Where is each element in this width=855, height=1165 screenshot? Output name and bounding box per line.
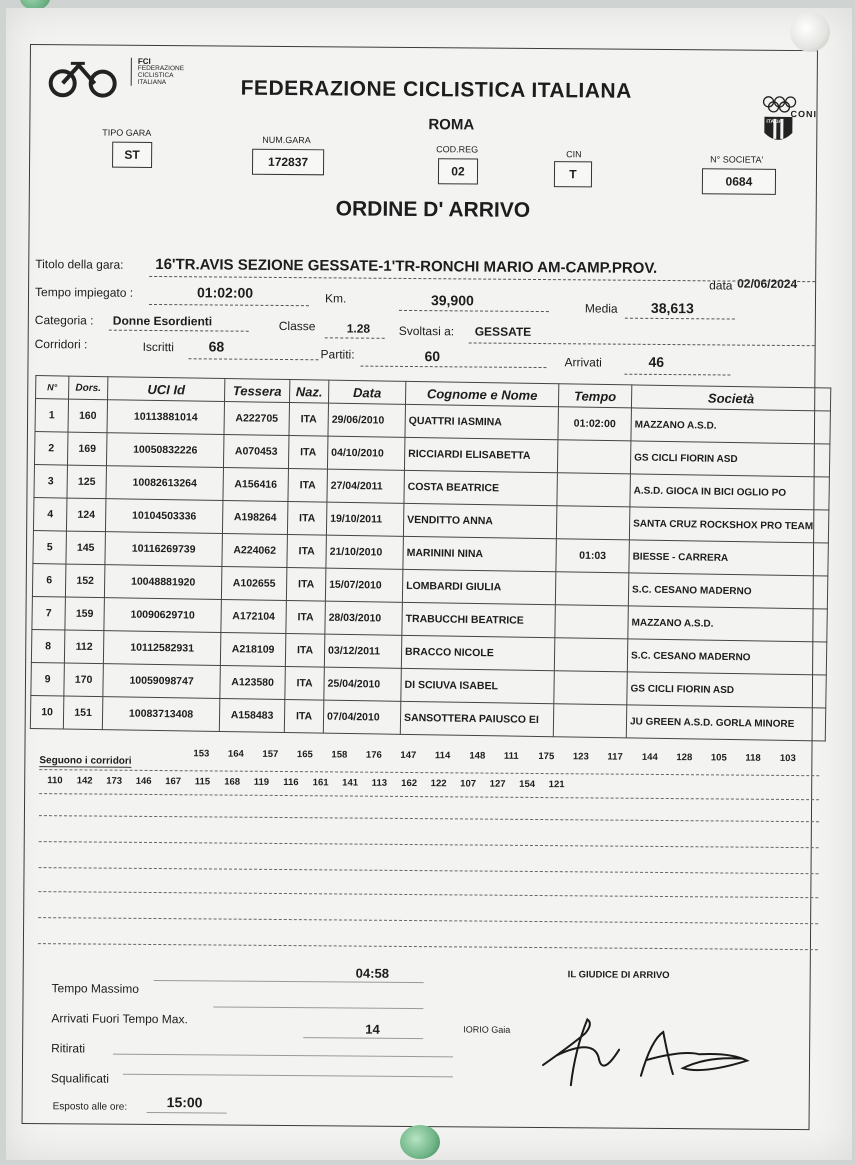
fuori-tempo-value: 14 — [365, 1021, 380, 1037]
cell-data: 21/10/2010 — [326, 535, 404, 569]
cell-tessera: A070453 — [223, 435, 289, 469]
rider-number: 105 — [710, 752, 727, 764]
rider-number: 144 — [641, 751, 658, 763]
cell-tessera: A224062 — [222, 534, 288, 568]
rider-number: 103 — [779, 752, 796, 765]
cell-tempo — [555, 572, 629, 606]
cell-nazionalita: ITA — [289, 403, 329, 437]
cell-tempo: 01:03 — [556, 539, 630, 573]
rider-number: 127 — [489, 778, 506, 790]
cell-uci-id: 10090629710 — [104, 598, 222, 633]
esposto-label: Esposto alle ore: — [52, 1101, 128, 1113]
cell-tempo — [553, 704, 627, 738]
judge-signature — [523, 989, 754, 1091]
cell-uci-id: 10104503336 — [105, 499, 223, 534]
cell-dorsale: 159 — [65, 597, 105, 631]
cell-pos: 7 — [32, 597, 66, 631]
ritirati-label: Ritirati — [51, 1041, 86, 1056]
cell-dorsale: 124 — [66, 498, 106, 532]
cod-reg-box: 02 — [438, 158, 478, 184]
cell-pos: 8 — [31, 630, 65, 664]
tempo-impiegato: 01:02:00 — [196, 284, 254, 301]
rider-number: 162 — [401, 777, 418, 790]
cell-nazionalita: ITA — [287, 502, 327, 536]
federation-title: FEDERAZIONE CICLISTICA ITALIANA — [240, 76, 632, 103]
classe-label: Classe — [278, 318, 316, 334]
coni-label: CONI — [790, 108, 818, 120]
fci-word-1: FEDERAZIONE — [137, 64, 185, 73]
cell-data: 15/07/2010 — [325, 568, 403, 602]
cell-tempo — [556, 506, 630, 540]
cell-pos: 1 — [35, 399, 69, 433]
tipo-gara-box: ST — [112, 142, 152, 168]
rider-number: 116 — [283, 777, 299, 789]
rider-number: 176 — [365, 749, 382, 761]
cell-societa: GS CICLI FIORIN ASD — [627, 672, 826, 708]
cell-societa: MAZZANO A.S.D. — [628, 606, 827, 642]
cell-nome: VENDITTO ANNA — [403, 503, 556, 538]
cell-tessera: A198264 — [222, 501, 288, 535]
cell-nazionalita: ITA — [285, 667, 325, 701]
rider-number: 154 — [519, 778, 536, 790]
cell-data: 07/04/2010 — [323, 700, 401, 734]
cell-societa: SANTA CRUZ ROCKSHOX PRO TEAM — [629, 507, 828, 543]
cell-tempo: 01:02:00 — [558, 407, 632, 441]
cell-tessera: A172104 — [221, 600, 287, 634]
rider-number: 107 — [460, 778, 477, 790]
cell-tempo — [554, 638, 628, 672]
cell-nome: MARININI NINA — [403, 536, 556, 571]
cell-pos: 10 — [30, 696, 64, 730]
col-header-dorsale: Dors. — [69, 376, 108, 400]
partiti-value: 60 — [424, 348, 441, 365]
cell-uci-id: 10083713408 — [102, 697, 220, 732]
num-gara-label: NUM.GARA — [262, 134, 311, 146]
tempo-massimo-value: 04:58 — [355, 965, 390, 981]
cell-dorsale: 170 — [64, 663, 104, 697]
cell-societa: A.S.D. GIOCA IN BICI OGLIO PO — [630, 474, 829, 510]
col-header-nome: Cognome e Nome — [405, 381, 558, 406]
cin-box: T — [554, 161, 592, 187]
cell-nazionalita: ITA — [288, 469, 328, 503]
cell-data: 19/10/2011 — [326, 502, 404, 536]
cell-societa: GS CICLI FIORIN ASD — [630, 441, 829, 477]
cell-dorsale: 160 — [68, 399, 108, 433]
city-label: ROMA — [428, 116, 475, 134]
cell-dorsale: 169 — [67, 432, 107, 466]
cell-uci-id: 10048881920 — [104, 565, 222, 600]
cell-tessera: A102655 — [221, 567, 287, 601]
cell-nome: DI SCIUVA ISABEL — [401, 668, 554, 703]
cell-societa: MAZZANO A.S.D. — [631, 408, 830, 444]
cell-pos: 3 — [34, 465, 68, 499]
rider-number: 114 — [434, 750, 451, 762]
cell-nome: TRABUCCHI BEATRICE — [402, 602, 555, 637]
cell-societa: S.C. CESANO MADERNO — [628, 573, 827, 609]
fci-logo-icon — [45, 57, 125, 100]
rider-number: 118 — [745, 752, 761, 764]
document-title: ORDINE D' ARRIVO — [335, 197, 531, 222]
rider-number: 167 — [165, 776, 182, 788]
svoltasi-label: Svoltasi a: — [398, 323, 455, 339]
cell-societa: JU GREEN A.S.D. GORLA MINORE — [626, 705, 825, 741]
rider-number: 161 — [312, 777, 329, 789]
societa-label: N° SOCIETA' — [710, 154, 764, 165]
col-header-nazionalita: Naz. — [289, 380, 328, 404]
media-value: 38,613 — [650, 299, 694, 317]
rider-number: 110 — [47, 775, 63, 787]
svoltasi-value: GESSATE — [474, 324, 532, 339]
document-frame — [22, 44, 818, 1130]
fci-word-3: ITALIANA — [137, 78, 167, 87]
cell-tessera: A218109 — [220, 632, 286, 666]
cell-dorsale: 152 — [65, 564, 105, 598]
fci-wordmark — [131, 58, 184, 86]
esposto-value: 15:00 — [166, 1094, 203, 1111]
rider-number: 121 — [548, 779, 565, 791]
data-label: data — [709, 278, 733, 293]
cell-tessera: A222705 — [224, 402, 290, 436]
paper-sheet — [6, 8, 852, 1160]
rider-number: 117 — [607, 751, 623, 763]
cell-data: 25/04/2010 — [324, 667, 402, 701]
cell-tempo — [555, 605, 629, 639]
cell-uci-id: 10116269739 — [105, 532, 223, 567]
cell-dorsale: 125 — [67, 465, 107, 499]
rider-number: 141 — [342, 777, 359, 789]
cell-nazionalita: ITA — [288, 436, 328, 470]
cin-label: CIN — [566, 149, 582, 160]
cell-pos: 9 — [31, 663, 65, 697]
iscritti-label: Iscritti — [142, 339, 175, 355]
cell-uci-id: 10050832226 — [106, 433, 224, 468]
race-title: 16'TR.AVIS SEZIONE GESSATE-1'TR-RONCHI MARIO AM-CAMP.PROV. — [155, 255, 658, 277]
arrivati-value: 46 — [648, 353, 665, 370]
cell-nome: SANSOTTERA PAIUSCO EI — [400, 701, 553, 736]
cell-uci-id: 10113881014 — [107, 400, 225, 435]
cell-data: 29/06/2010 — [328, 403, 406, 437]
cell-uci-id: 10112582931 — [103, 631, 221, 666]
cell-nazionalita: ITA — [286, 568, 326, 602]
cell-nazionalita: ITA — [284, 700, 324, 734]
cell-uci-id: 10082613264 — [106, 466, 224, 501]
rider-number: 164 — [227, 748, 244, 760]
cell-data: 27/04/2011 — [327, 469, 405, 503]
results-table — [30, 375, 831, 741]
cell-tempo — [557, 440, 631, 474]
rider-number: 111 — [503, 750, 519, 762]
cell-nome: QUATTRI IASMINA — [405, 404, 558, 439]
pushpin — [400, 1125, 440, 1159]
rider-number: 123 — [572, 751, 589, 763]
partiti-label: Partiti: — [320, 347, 355, 362]
rider-number: 158 — [331, 749, 348, 761]
cell-nazionalita: ITA — [285, 634, 325, 668]
squalificati-label: Squalificati — [50, 1071, 109, 1086]
cell-dorsale: 145 — [66, 531, 106, 565]
rider-number: 147 — [400, 749, 417, 762]
cell-dorsale: 112 — [64, 630, 104, 664]
cell-nome: LOMBARDI GIULIA — [402, 569, 555, 604]
rider-number: 148 — [469, 750, 486, 762]
cell-tempo — [557, 473, 631, 507]
iscritti-value: 68 — [208, 338, 225, 355]
societa-box: 0684 — [702, 168, 776, 195]
cell-dorsale: 151 — [63, 696, 103, 730]
cod-reg-label: COD.REG — [436, 144, 479, 155]
fuori-tempo-label: Arrivati Fuori Tempo Max. — [51, 1011, 188, 1027]
cell-nazionalita: ITA — [287, 535, 327, 569]
rider-number: 119 — [253, 776, 270, 788]
fci-acronym: FCI — [137, 56, 151, 66]
rider-number: 153 — [193, 748, 210, 760]
seguono-label: Seguono i corridori — [39, 755, 132, 767]
cell-data: 03/12/2011 — [324, 634, 402, 668]
num-gara-box: 172837 — [252, 149, 324, 176]
classe-value: 1.28 — [346, 321, 371, 336]
rider-number: 122 — [430, 778, 447, 790]
tempo-massimo-label: Tempo Massimo — [51, 981, 139, 996]
cell-data: 04/10/2010 — [327, 436, 405, 470]
race-date: 02/06/2024 — [737, 276, 798, 292]
cell-uci-id: 10059098747 — [103, 664, 221, 699]
km-label: Km. — [324, 291, 347, 306]
giudice-label: IL GIUDICE DI ARRIVO — [567, 969, 670, 982]
col-header-tempo: Tempo — [558, 384, 631, 408]
tipo-gara-label: TIPO GARA — [102, 127, 152, 138]
cell-societa: BIESSE - CARRERA — [629, 540, 828, 576]
rider-number: 113 — [371, 777, 388, 789]
rider-number: 168 — [224, 776, 241, 788]
col-header-tessera: Tessera — [225, 379, 290, 403]
rider-number: 146 — [135, 775, 152, 787]
cell-tempo — [554, 671, 628, 705]
cell-nome: RICCIARDI ELISABETTA — [404, 437, 557, 472]
cell-tessera: A158483 — [219, 698, 285, 732]
cell-pos: 5 — [33, 531, 67, 565]
col-header-pos: N° — [36, 376, 69, 400]
arrivati-label: Arrivati — [564, 355, 602, 370]
categoria-label: Categoria : — [34, 313, 94, 328]
col-header-uci-id: UCI Id — [108, 377, 225, 402]
rider-number: 157 — [262, 748, 279, 760]
cell-tessera: A156416 — [223, 468, 289, 502]
cell-societa: S.C. CESANO MADERNO — [627, 639, 826, 675]
rider-number: 175 — [538, 751, 555, 763]
rider-number: 165 — [296, 749, 313, 761]
cell-nome: COSTA BEATRICE — [404, 470, 557, 505]
tempo-label: Tempo impiegato : — [34, 285, 134, 300]
cell-pos: 2 — [34, 432, 68, 466]
cell-tessera: A123580 — [220, 665, 286, 699]
pushpin — [790, 12, 830, 52]
rider-number: 115 — [194, 776, 211, 788]
corridori-label: Corridori : — [34, 337, 88, 352]
rider-number: 128 — [676, 752, 693, 764]
titolo-label: Titolo della gara: — [35, 257, 124, 272]
cell-data: 28/03/2010 — [325, 601, 403, 635]
rider-number: 142 — [76, 775, 93, 787]
coni-emblem-icon — [758, 93, 820, 147]
rider-number: 173 — [106, 775, 123, 787]
cell-nazionalita: ITA — [286, 601, 326, 635]
col-header-data: Data — [328, 380, 405, 404]
media-label: Media — [584, 301, 618, 316]
giudice-name: IORIO Gaia — [463, 1024, 511, 1035]
cell-pos: 6 — [32, 564, 66, 598]
cell-pos: 4 — [33, 498, 67, 532]
categoria-value: Donne Esordienti — [112, 313, 213, 329]
coni-badge-text: ITALIA — [766, 118, 783, 125]
fci-word-2: CICLISTICA — [137, 71, 174, 80]
km-value: 39,900 — [430, 292, 474, 309]
cell-nome: BRACCO NICOLE — [401, 635, 554, 670]
col-header-societa: Società — [631, 385, 830, 411]
